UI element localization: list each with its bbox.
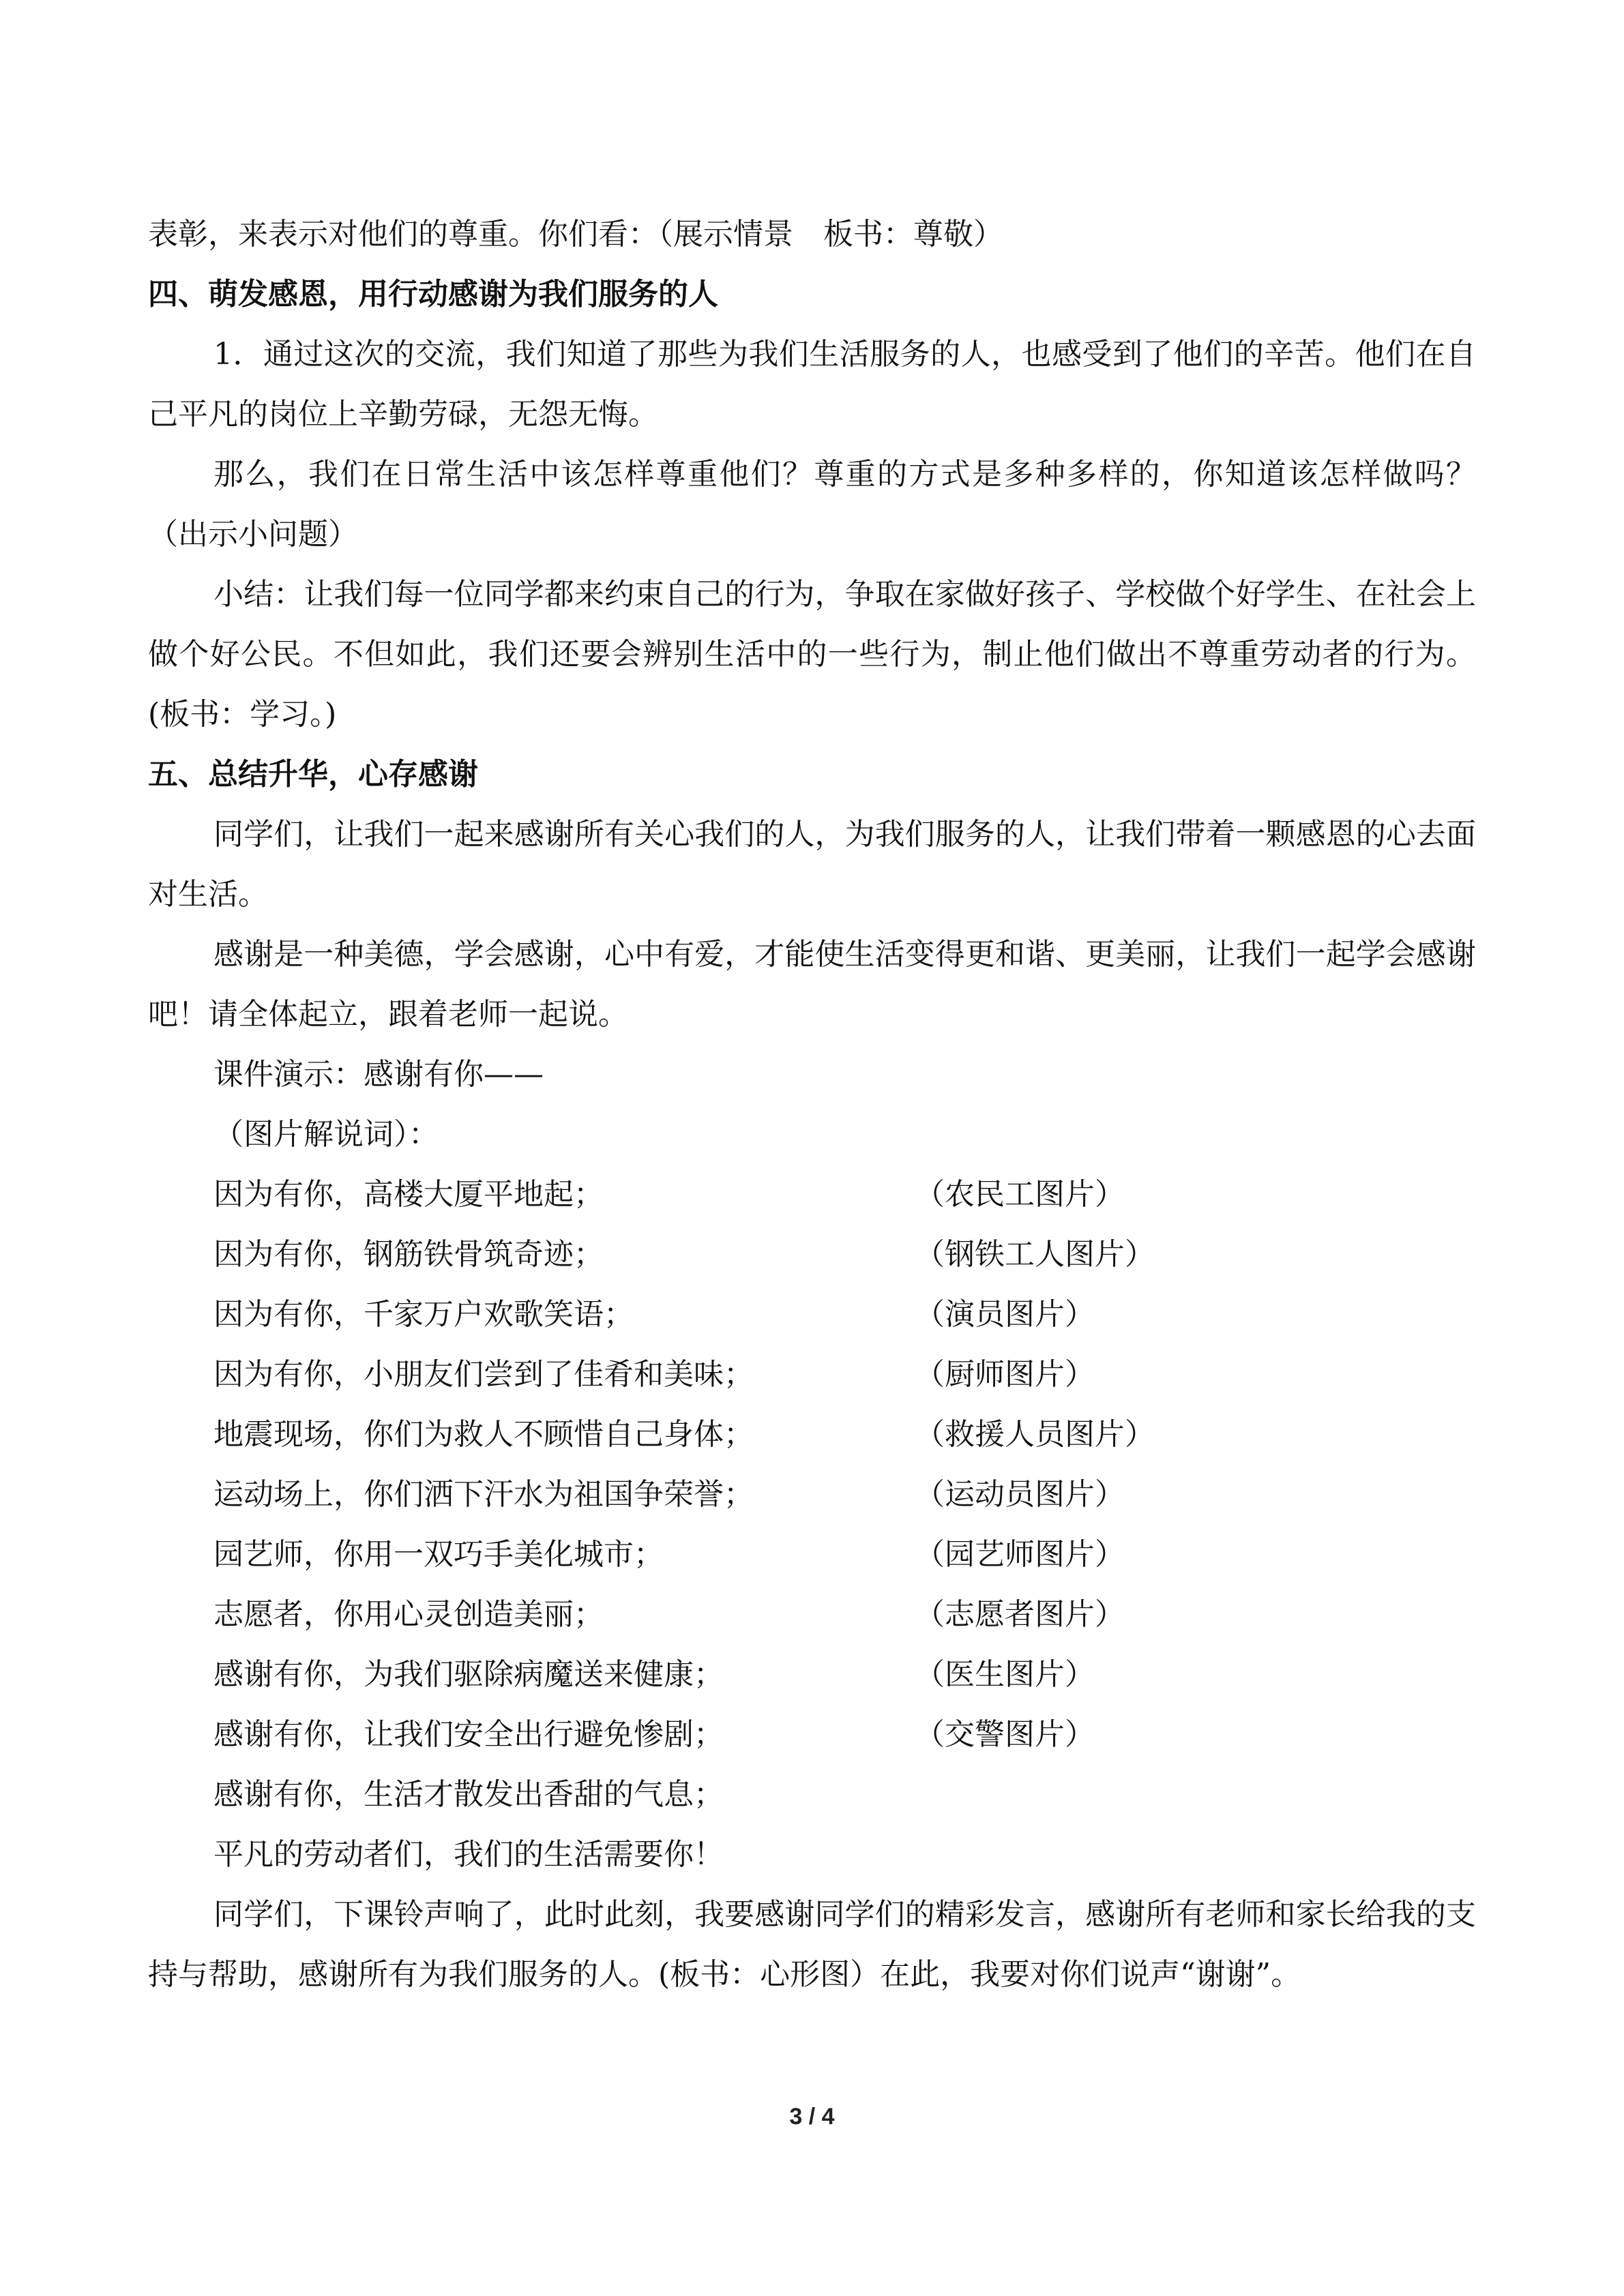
poem-row bbox=[148, 1405, 1476, 1465]
poem-row bbox=[148, 1645, 1476, 1705]
poem-text: 因为有你，千家万户欢歌笑语； bbox=[213, 1297, 634, 1332]
poem-note: （志愿者图片） bbox=[915, 1597, 1125, 1632]
paragraph: 同学们，下课铃声响了，此时此刻，我要感谢同学们的精彩发言，感谢所有老师和家长给我的支持与帮助，感谢所有为我们服务的人。(板书：心形图）在此，我要对你们说声“谢谢”。 bbox=[148, 1897, 1476, 1992]
text-line: 课件演示：感谢有你—— bbox=[213, 1057, 544, 1092]
poem-row bbox=[148, 1165, 1476, 1225]
poem-text: 因为有你，钢筋铁骨筑奇迹； bbox=[213, 1237, 604, 1272]
poem-row bbox=[148, 1465, 1476, 1525]
page-number: 3 / 4 bbox=[789, 2104, 835, 2130]
poem-text: 园艺师，你用一双巧手美化城市； bbox=[213, 1537, 664, 1572]
poem-row bbox=[148, 1285, 1476, 1345]
poem-note: （运动员图片） bbox=[915, 1477, 1125, 1512]
poem-note: （钢铁工人图片） bbox=[915, 1237, 1155, 1272]
paragraph: 小结：让我们每一位同学都来约束自己的行为，争取在家做好孩子、学校做个好学生、在社会上做个好公民。不但如此，我们还要会辨别生活中的一些行为，制止他们做出不尊重劳动者的行为。(板书：学习。) bbox=[148, 577, 1476, 732]
poem-note: （厨师图片） bbox=[915, 1357, 1095, 1392]
poem-text: 因为有你，小朋友们尝到了佳肴和美味； bbox=[213, 1357, 754, 1392]
poem-note: （医生图片） bbox=[915, 1657, 1095, 1692]
paragraph: 1．通过这次的交流，我们知道了那些为我们生活服务的人，也感受到了他们的辛苦。他们在自己平凡的岗位上辛勤劳碌，无怨无悔。 bbox=[148, 337, 1476, 432]
text-line: 平凡的劳动者们，我们的生活需要你！ bbox=[213, 1837, 724, 1872]
paragraph: 感谢是一种美德，学会感谢，心中有爱，才能使生活变得更和谐、更美丽，让我们一起学会感谢吧！请全体起立，跟着老师一起说。 bbox=[148, 937, 1476, 1032]
text-line: （图片解说词）： bbox=[213, 1117, 439, 1152]
poem-text: 地震现场，你们为救人不顾惜自己身体； bbox=[213, 1417, 754, 1452]
poem-text: 运动场上，你们洒下汗水为祖国争荣誉； bbox=[213, 1477, 754, 1512]
poem-text: 因为有你，高楼大厦平地起； bbox=[213, 1177, 604, 1212]
poem-note: （救援人员图片） bbox=[915, 1417, 1155, 1452]
poem-note: （交警图片） bbox=[915, 1717, 1095, 1752]
section-heading-5: 五、总结升华，心存感谢 bbox=[148, 757, 478, 792]
poem-text: 感谢有你，让我们安全出行避免惨剧； bbox=[213, 1717, 724, 1752]
text-line: 表彰，来表示对他们的尊重。你们看：（展示情景 板书：尊敬） bbox=[148, 217, 1003, 252]
paragraph: 同学们，让我们一起来感谢所有关心我们的人，为我们服务的人，让我们带着一颗感恩的心去面对生活。 bbox=[148, 817, 1476, 912]
document-page bbox=[148, 205, 1476, 2005]
poem-text: 志愿者，你用心灵创造美丽； bbox=[213, 1597, 604, 1632]
poem-row bbox=[148, 1345, 1476, 1405]
poem-row bbox=[148, 1585, 1476, 1645]
poem-text: 感谢有你，为我们驱除病魔送来健康； bbox=[213, 1657, 724, 1692]
poem-row bbox=[148, 1525, 1476, 1585]
poem-row bbox=[148, 1225, 1476, 1285]
poem-note: （园艺师图片） bbox=[915, 1537, 1125, 1572]
poem-note: （演员图片） bbox=[915, 1297, 1095, 1332]
poem-row bbox=[148, 1705, 1476, 1765]
paragraph: 那么，我们在日常生活中该怎样尊重他们？尊重的方式是多种多样的，你知道该怎样做吗？ （出示小问题） bbox=[148, 457, 1476, 552]
text-line: 感谢有你，生活才散发出香甜的气息； bbox=[213, 1777, 724, 1812]
poem-note: （农民工图片） bbox=[915, 1177, 1125, 1212]
section-heading-4: 四、萌发感恩，用行动感谢为我们服务的人 bbox=[148, 277, 718, 312]
